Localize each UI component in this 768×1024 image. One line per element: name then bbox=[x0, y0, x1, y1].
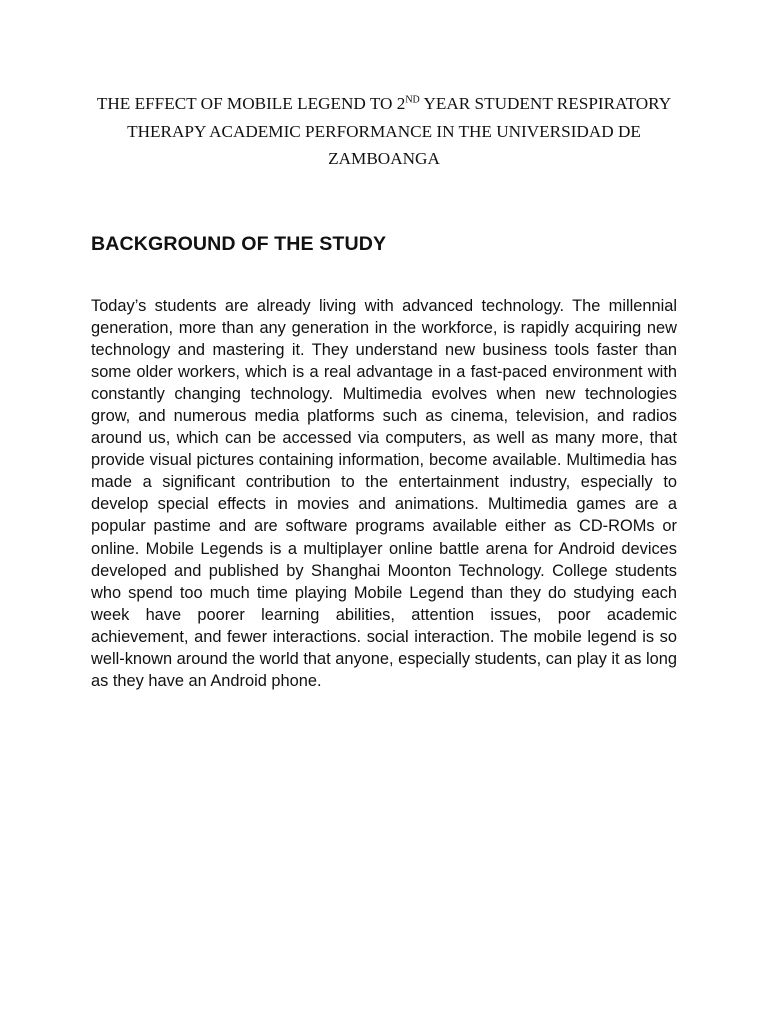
document-title bbox=[80, 90, 688, 173]
body-paragraph: Today’s students are already living with advanced technology. The millennial generation, more than any generation in the workforce, is rapidly acquiring new technology and mastering it. They understand new business tools faster than some older workers, which is a real advantage in a fast-paced environment with constantly changing technology. Multimedia evolves when new technologies grow, and numerous media platforms such as cinema, television, and radios around us, which can be accessed via computers, as well as many more, that provide visual pictures containing information, become available. Multimedia has made a significant contribution to the entertainment industry, especially to develop special effects in movies and animations. Multimedia games are a popular pastime and are software programs available either as CD-ROMs or online. Mobile Legends is a multiplayer online battle arena for Android devices developed and published by Shanghai Moonton Technology. College students who spend too much time playing Mobile Legend than they do studying each week have poorer learning abilities, attention issues, poor academic achievement, and fewer interactions. social interaction. The mobile legend is so well-known around the world that anyone, especially students, can play it as long as they have an Android phone. bbox=[91, 297, 677, 690]
section-heading: BACKGROUND OF THE STUDY bbox=[91, 233, 387, 255]
title-superscript: ND bbox=[405, 94, 420, 106]
title-part-1: THE EFFECT OF MOBILE LEGEND TO 2 bbox=[96, 94, 406, 113]
title-part-2: YEAR STUDENT RESPIRATORY THERAPY ACADEMIC PERFORMANCE IN THE UNIVERSIDAD DE ZAMBOANGA bbox=[127, 94, 672, 168]
